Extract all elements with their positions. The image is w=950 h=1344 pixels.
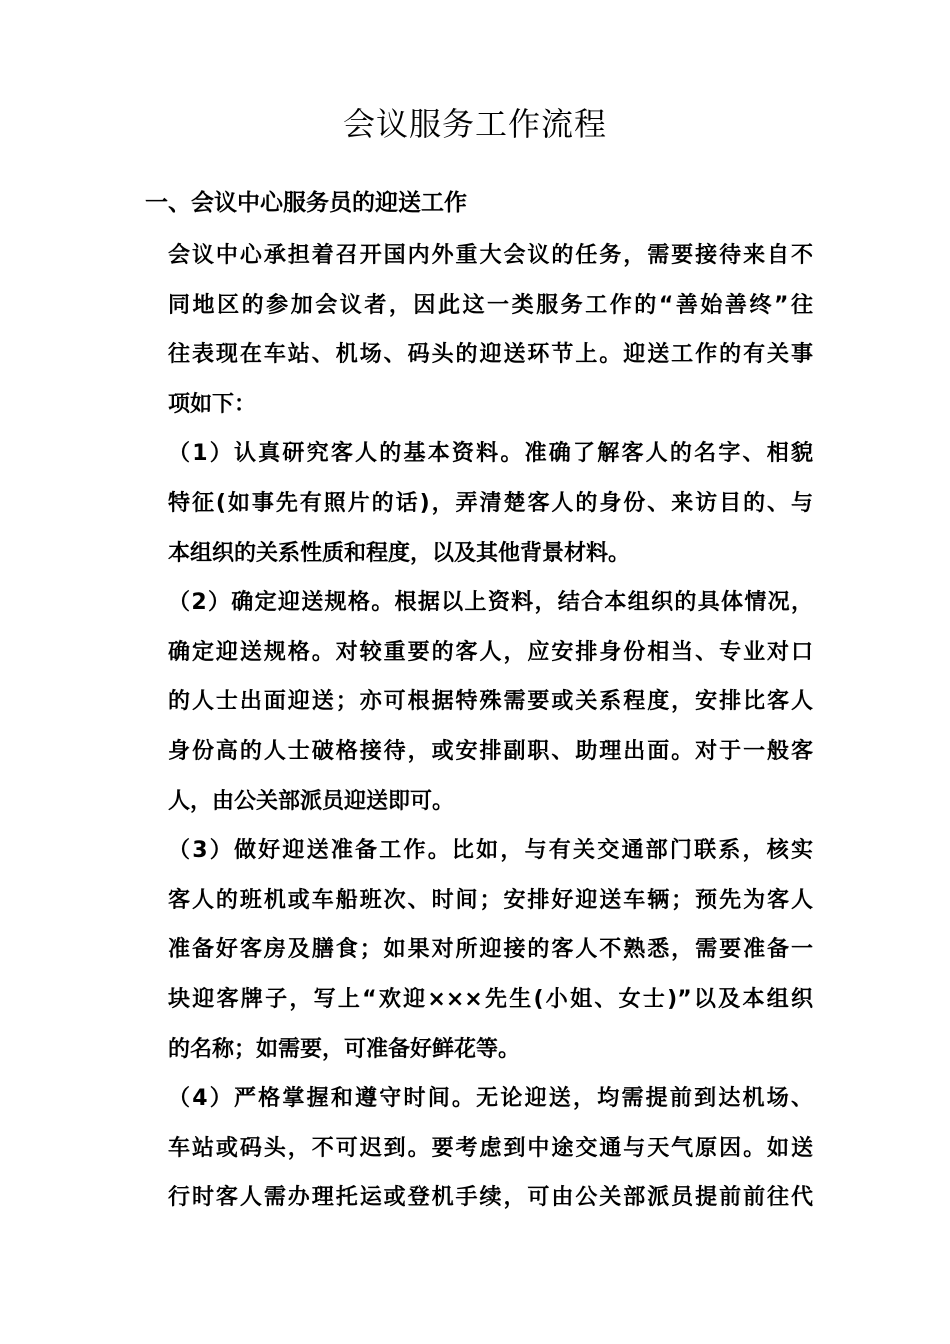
text-line: （1）认真研究客人的基本资料。准确了解客人的名字、相貌 — [168, 441, 813, 467]
section-heading: 一、会议中心服务员的迎送工作 — [145, 190, 467, 216]
text-line: （2）确定迎送规格。根据以上资料，结合本组织的具体情况， — [168, 590, 813, 616]
text-line: 本组织的关系性质和程度，以及其他背景材料。 — [168, 540, 631, 566]
text-line: 身份高的人士破格接待，或安排副职、助理出面。对于一般客 — [168, 738, 813, 764]
text-line: 的人士出面迎送；亦可根据特殊需要或关系程度，安排比客人 — [168, 689, 813, 715]
text-line: （4）严格掌握和遵守时间。无论迎送，均需提前到达机场、 — [168, 1086, 813, 1112]
text-line: 特征(如事先有照片的话)，弄清楚客人的身份、来访目的、与 — [168, 490, 813, 516]
text-line: 行时客人需办理托运或登机手续，可由公关部派员提前前往代 — [168, 1185, 813, 1211]
text-line: 车站或码头，不可迟到。要考虑到中途交通与天气原因。如送 — [168, 1135, 813, 1161]
text-line: 往表现在车站、机场、码头的迎送环节上。迎送工作的有关事 — [168, 342, 813, 368]
text-line: 的名称；如需要，可准备好鲜花等。 — [168, 1036, 521, 1062]
text-line: 项如下： — [168, 391, 257, 417]
text-line: 人，由公关部派员迎送即可。 — [168, 788, 455, 814]
text-line: 块迎客牌子，写上“欢迎×××先生(小姐、女士)”以及本组织 — [168, 986, 813, 1012]
text-line: 同地区的参加会议者，因此这一类服务工作的“善始善终”往 — [168, 292, 813, 318]
body-text — [168, 231, 813, 1223]
text-line: 会议中心承担着召开国内外重大会议的任务，需要接待来自不 — [168, 243, 813, 268]
text-line: 客人的班机或车船班次、时间；安排好迎送车辆；预先为客人 — [168, 887, 813, 913]
text-line: 准备好客房及膳食；如果对所迎接的客人不熟悉，需要准备一 — [168, 937, 813, 963]
document-title: 会议服务工作流程 — [342, 105, 607, 143]
text-line: （3）做好迎送准备工作。比如，与有关交通部门联系，核实 — [168, 838, 813, 864]
text-line: 确定迎送规格。对较重要的客人，应安排身份相当、专业对口 — [168, 639, 813, 665]
